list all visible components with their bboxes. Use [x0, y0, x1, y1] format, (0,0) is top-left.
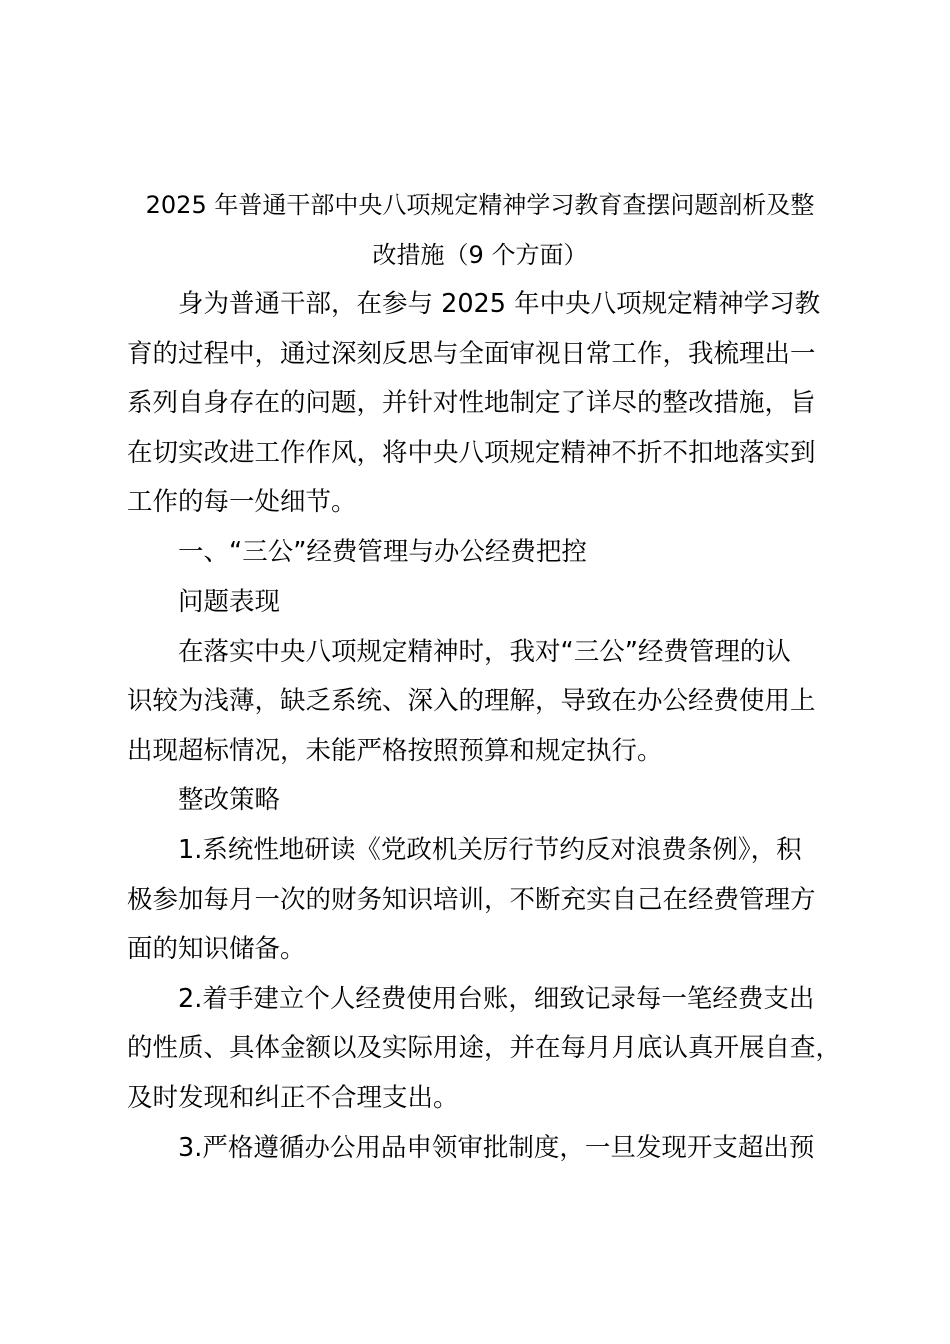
document-title-line-1: 2025 年普通干部中央八项规定精神学习教育查摆问题剖析及整: [145, 191, 815, 219]
strategy-heading: 整改策略: [178, 785, 281, 815]
intro-line-3: 系列自身存在的问题，并针对性地制定了详尽的整改措施，旨: [127, 388, 816, 418]
item-1-line-1: 1.系统性地研读《党政机关厉行节约反对浪费条例》，积: [178, 835, 802, 865]
item-2-line-2: 的性质、具体金额以及实际用途，并在每月月底认真开展自查，: [127, 1033, 842, 1063]
section-1-heading: 一、“三公”经费管理与办公经费把控: [178, 537, 587, 567]
intro-line-2: 育的过程中，通过深刻反思与全面审视日常工作，我梳理出一: [127, 339, 816, 369]
intro-line-5: 工作的每一处细节。: [127, 487, 357, 517]
problem-line-3: 出现超标情况，未能严格按照预算和规定执行。: [127, 736, 663, 766]
item-3-line-1: 3.严格遵循办公用品申领审批制度，一旦发现开支超出预: [178, 1133, 815, 1163]
item-2-line-3: 及时发现和纠正不合理支出。: [127, 1083, 459, 1113]
problem-heading: 问题表现: [178, 587, 281, 617]
intro-line-1: 身为普通干部，在参与 2025 年中央八项规定精神学习教: [178, 289, 821, 319]
item-2-line-1: 2.着手建立个人经费使用台账，细致记录每一笔经费支出: [178, 984, 815, 1014]
problem-line-1: 在落实中央八项规定精神时，我对“三公”经费管理的认: [178, 637, 791, 667]
problem-line-2: 识较为浅薄，缺乏系统、深入的理解，导致在办公经费使用上: [127, 686, 816, 716]
item-1-line-2: 极参加每月一次的财务知识培训，不断充实自己在经费管理方: [127, 885, 816, 915]
item-1-line-3: 面的知识储备。: [127, 934, 306, 964]
intro-line-4: 在切实改进工作作风，将中央八项规定精神不折不扣地落实到: [127, 438, 816, 468]
document-title-line-2: 改措施（9 个方面）: [372, 241, 588, 269]
